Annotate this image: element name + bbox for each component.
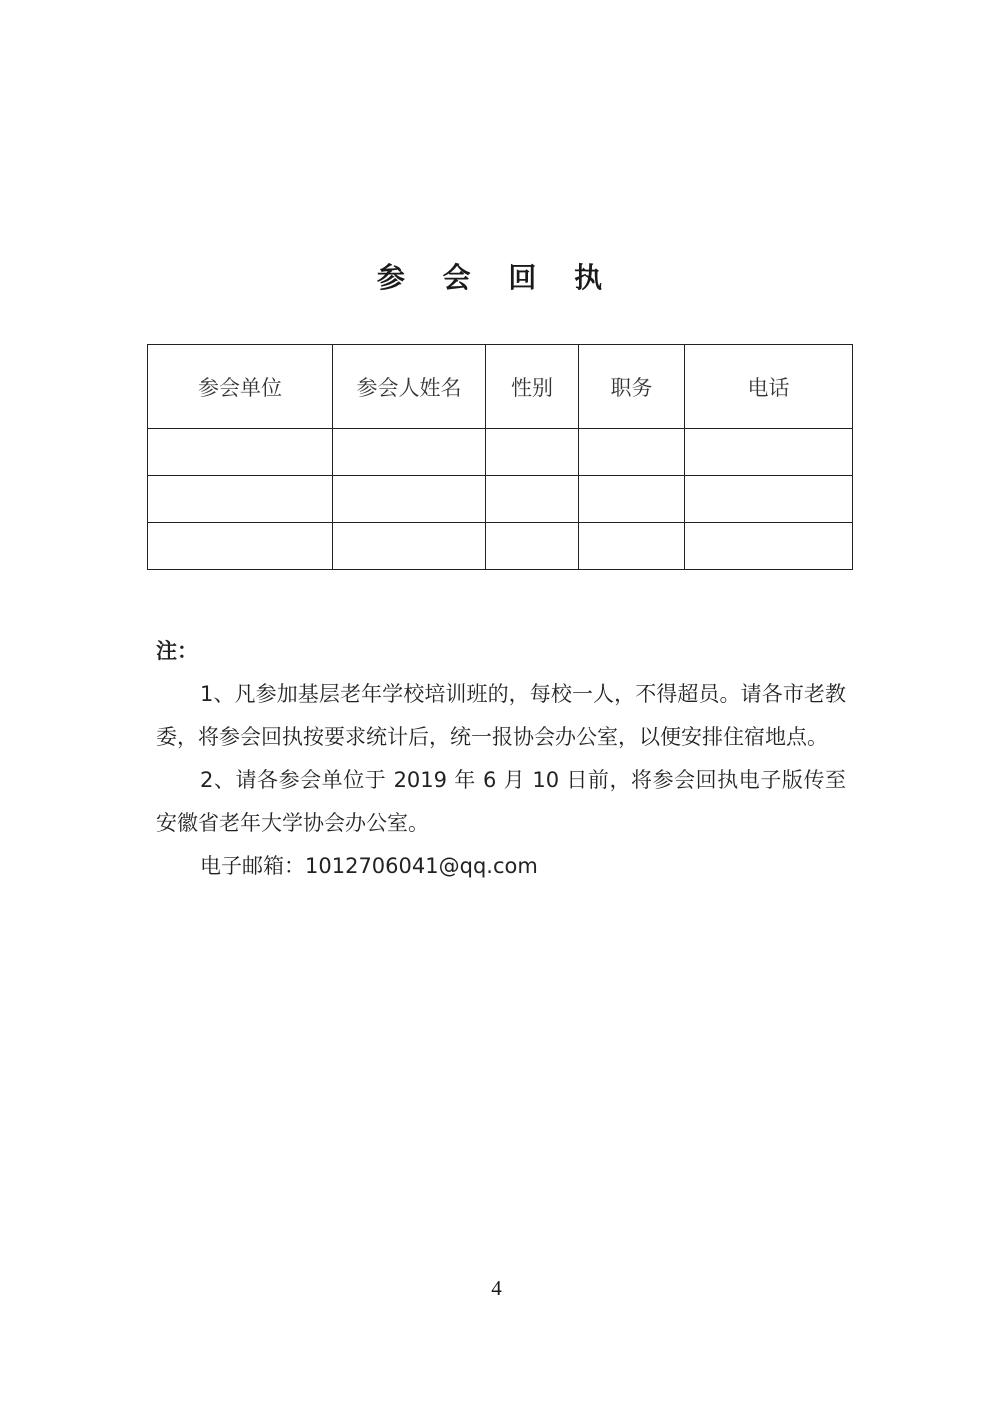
table-header-row xyxy=(148,345,853,429)
table-cell xyxy=(685,429,853,476)
page-number: 4 xyxy=(491,1276,502,1300)
header-gender: 性别 xyxy=(486,345,579,429)
table-cell xyxy=(579,476,685,523)
header-attendee-name: 参会人姓名 xyxy=(333,345,486,429)
table-cell xyxy=(486,429,579,476)
notes-heading: 注： xyxy=(156,639,198,663)
email-line: 电子邮箱：1012706041@qq.com xyxy=(200,854,538,878)
table-cell xyxy=(685,523,853,570)
notes-section xyxy=(156,630,846,888)
table-cell xyxy=(148,429,333,476)
table-row xyxy=(148,429,853,476)
table-row xyxy=(148,476,853,523)
table-cell xyxy=(148,476,333,523)
page-title: 参 会 回 执 xyxy=(376,261,617,294)
table-cell xyxy=(333,523,486,570)
table-cell xyxy=(333,476,486,523)
table-cell xyxy=(579,429,685,476)
note-item-1: 1、凡参加基层老年学校培训班的，每校一人，不得超员。请各市老教委，将参会回执按要求统计后，统一报协会办公室，以便安排住宿地点。 xyxy=(156,682,846,749)
header-phone: 电话 xyxy=(685,345,853,429)
table-cell xyxy=(486,523,579,570)
table-cell xyxy=(685,476,853,523)
table-cell xyxy=(486,476,579,523)
table-row xyxy=(148,523,853,570)
table-cell xyxy=(333,429,486,476)
header-unit: 参会单位 xyxy=(148,345,333,429)
table-cell xyxy=(148,523,333,570)
table-cell xyxy=(579,523,685,570)
header-position: 职务 xyxy=(579,345,685,429)
note-item-2: 2、请各参会单位于 2019 年 6 月 10 日前，将参会回执电子版传至安徽省老年大学协会办公室。 xyxy=(156,768,846,835)
receipt-table xyxy=(147,344,853,570)
